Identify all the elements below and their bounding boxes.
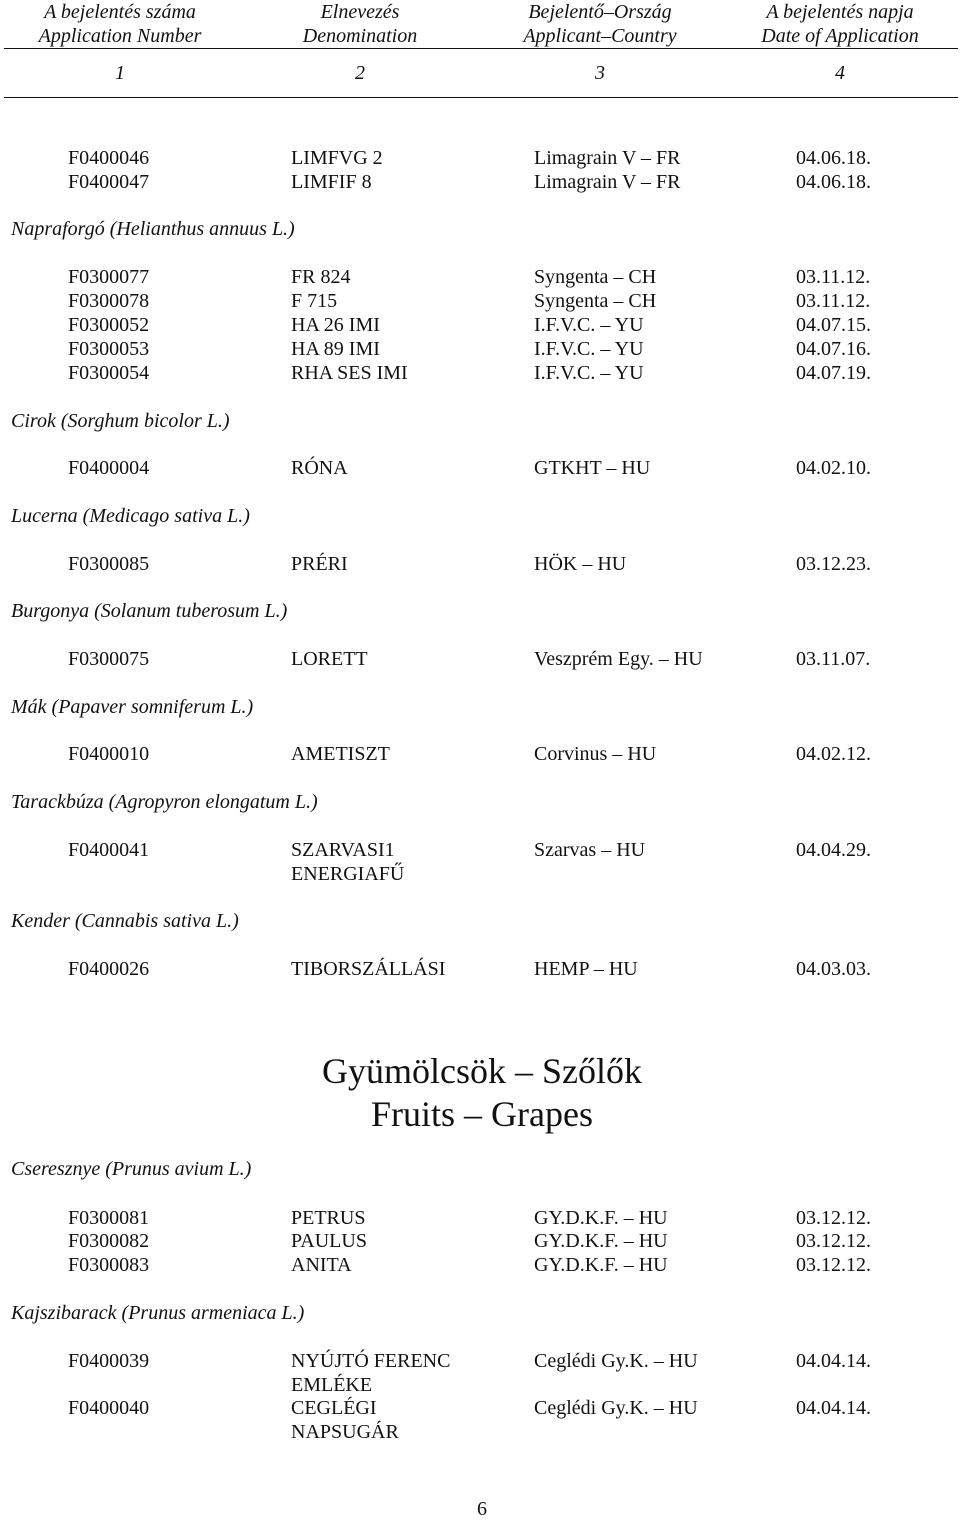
denomination: NYÚJTÓ FERENC — [291, 1350, 451, 1372]
application-number: F0400026 — [68, 958, 150, 980]
table-row — [0, 1397, 960, 1420]
denomination: PETRUS — [291, 1207, 366, 1229]
applicant-country: Limagrain V – FR — [534, 171, 681, 193]
denomination-continued: ENERGIAFŰ — [291, 863, 405, 885]
section-title-cseresznye: Cseresznye (Prunus avium L.) — [11, 1158, 252, 1180]
header-top-rule — [4, 48, 958, 49]
header-label-hu: Bejelentő–Ország — [528, 1, 672, 23]
denomination: FR 824 — [291, 266, 351, 288]
application-number: F0300052 — [68, 314, 150, 336]
applicant-country: Ceglédi Gy.K. – HU — [534, 1397, 698, 1419]
denomination: LORETT — [291, 648, 368, 670]
application-date: 04.02.10. — [796, 457, 871, 479]
application-date: 04.04.14. — [796, 1350, 871, 1372]
applicant-country: GTKHT – HU — [534, 457, 651, 479]
table-row — [0, 457, 960, 480]
applicant-country: Corvinus – HU — [534, 743, 657, 765]
table-row — [0, 1350, 960, 1373]
denomination: HA 26 IMI — [291, 314, 380, 336]
column-number: 2 — [355, 62, 365, 84]
application-date: 04.03.03. — [796, 958, 871, 980]
header-label-hu: A bejelentés napja — [766, 1, 914, 23]
application-date: 03.12.12. — [796, 1207, 871, 1229]
table-row — [0, 839, 960, 862]
applicant-country: GY.D.K.F. – HU — [534, 1230, 668, 1252]
header-applicant-country — [480, 0, 720, 48]
application-number: F0400039 — [68, 1350, 150, 1372]
section-title-mak: Mák (Papaver somniferum L.) — [11, 696, 254, 718]
application-number: F0300083 — [68, 1254, 150, 1276]
section-title-napraforgo: Napraforgó (Helianthus annuus L.) — [11, 218, 295, 240]
header-date-of-application — [720, 0, 960, 48]
header-label-en: Applicant–Country — [523, 25, 677, 47]
applicant-country: Ceglédi Gy.K. – HU — [534, 1350, 698, 1372]
applicant-country: I.F.V.C. – YU — [534, 362, 644, 384]
denomination: RÓNA — [291, 457, 348, 479]
denomination: RHA SES IMI — [291, 362, 408, 384]
denomination: AMETISZT — [291, 743, 390, 765]
denomination: F 715 — [291, 290, 338, 312]
applicant-country: HEMP – HU — [534, 958, 638, 980]
application-date: 03.11.07. — [796, 648, 871, 670]
table-header — [0, 0, 960, 100]
application-date: 04.04.29. — [796, 839, 871, 861]
header-label-en: Denomination — [302, 25, 418, 47]
denomination: PAULUS — [291, 1230, 367, 1252]
header-application-number — [0, 0, 240, 48]
denomination: CEGLÉGI — [291, 1397, 377, 1419]
application-number: F0300082 — [68, 1230, 150, 1252]
applicant-country: Szarvas – HU — [534, 839, 646, 861]
applicant-country: I.F.V.C. – YU — [534, 314, 644, 336]
section-title-tarackbuza: Tarackbúza (Agropyron elongatum L.) — [11, 791, 318, 813]
section-title-kender: Kender (Cannabis sativa L.) — [11, 910, 239, 932]
application-date: 04.02.12. — [796, 743, 871, 765]
table-row — [0, 1230, 960, 1253]
applicant-country: Syngenta – CH — [534, 290, 657, 312]
application-number: F0400010 — [68, 743, 150, 765]
table-row — [0, 1207, 960, 1230]
section-heading-hu: Gyümölcsök – Szőlők — [322, 1051, 642, 1091]
application-date: 04.07.15. — [796, 314, 871, 336]
column-number: 3 — [595, 62, 605, 84]
application-number: F0300054 — [68, 362, 150, 384]
application-number: F0300081 — [68, 1207, 150, 1229]
application-date: 04.07.19. — [796, 362, 871, 384]
section-title-kajszibarack: Kajszibarack (Prunus armeniaca L.) — [11, 1302, 305, 1324]
application-date: 04.06.18. — [796, 147, 871, 169]
applicant-country: GY.D.K.F. – HU — [534, 1254, 668, 1276]
applicant-country: Veszprém Egy. – HU — [534, 648, 703, 670]
denomination: PRÉRI — [291, 553, 348, 575]
header-bottom-rule — [4, 97, 958, 98]
denomination: LIMFIF 8 — [291, 171, 372, 193]
applicant-country: HÖK – HU — [534, 553, 627, 575]
table-row — [0, 147, 960, 170]
applicant-country: GY.D.K.F. – HU — [534, 1207, 668, 1229]
application-date: 04.04.14. — [796, 1397, 871, 1419]
application-number: F0300085 — [68, 553, 150, 575]
application-date: 03.12.12. — [796, 1254, 871, 1276]
table-row — [0, 266, 960, 289]
table-row — [0, 958, 960, 981]
column-number: 1 — [115, 62, 125, 84]
table-row — [0, 171, 960, 194]
column-number: 4 — [835, 62, 845, 84]
application-date: 03.12.12. — [796, 1230, 871, 1252]
table-row — [0, 290, 960, 313]
applicant-country: I.F.V.C. – YU — [534, 338, 644, 360]
application-date: 03.11.12. — [796, 266, 871, 288]
applicant-country: Limagrain V – FR — [534, 147, 681, 169]
table-row — [0, 362, 960, 385]
header-label-hu: A bejelentés száma — [44, 1, 196, 23]
application-number: F0400041 — [68, 839, 150, 861]
table-row — [0, 648, 960, 671]
page-number: 6 — [477, 1498, 487, 1520]
application-number: F0300053 — [68, 338, 150, 360]
application-number: F0400047 — [68, 171, 150, 193]
denomination: ANITA — [291, 1254, 352, 1276]
application-date: 04.07.16. — [796, 338, 871, 360]
denomination-continued: EMLÉKE — [291, 1374, 373, 1396]
application-number: F0300075 — [68, 648, 150, 670]
header-label-en: Application Number — [38, 25, 202, 47]
section-title-burgonya: Burgonya (Solanum tuberosum L.) — [11, 600, 288, 622]
denomination-continued: NAPSUGÁR — [291, 1421, 399, 1443]
application-number: F0300078 — [68, 290, 150, 312]
table-row — [0, 1254, 960, 1277]
application-date: 03.12.23. — [796, 553, 871, 575]
section-title-lucerna: Lucerna (Medicago sativa L.) — [11, 505, 250, 527]
header-label-en: Date of Application — [761, 25, 919, 47]
header-label-hu: Elnevezés — [320, 1, 400, 23]
denomination: HA 89 IMI — [291, 338, 380, 360]
table-row — [0, 338, 960, 361]
header-denomination — [240, 0, 480, 48]
section-title-cirok: Cirok (Sorghum bicolor L.) — [11, 410, 230, 432]
denomination: LIMFVG 2 — [291, 147, 383, 169]
applicant-country: Syngenta – CH — [534, 266, 657, 288]
section-heading-en: Fruits – Grapes — [371, 1094, 593, 1134]
denomination: SZARVASI1 — [291, 839, 395, 861]
application-date: 04.06.18. — [796, 171, 871, 193]
denomination: TIBORSZÁLLÁSI — [291, 958, 446, 980]
application-date: 03.11.12. — [796, 290, 871, 312]
table-row — [0, 743, 960, 766]
application-number: F0400004 — [68, 457, 150, 479]
application-number: F0300077 — [68, 266, 150, 288]
application-number: F0400046 — [68, 147, 150, 169]
table-row — [0, 553, 960, 576]
application-number: F0400040 — [68, 1397, 150, 1419]
table-row — [0, 314, 960, 337]
